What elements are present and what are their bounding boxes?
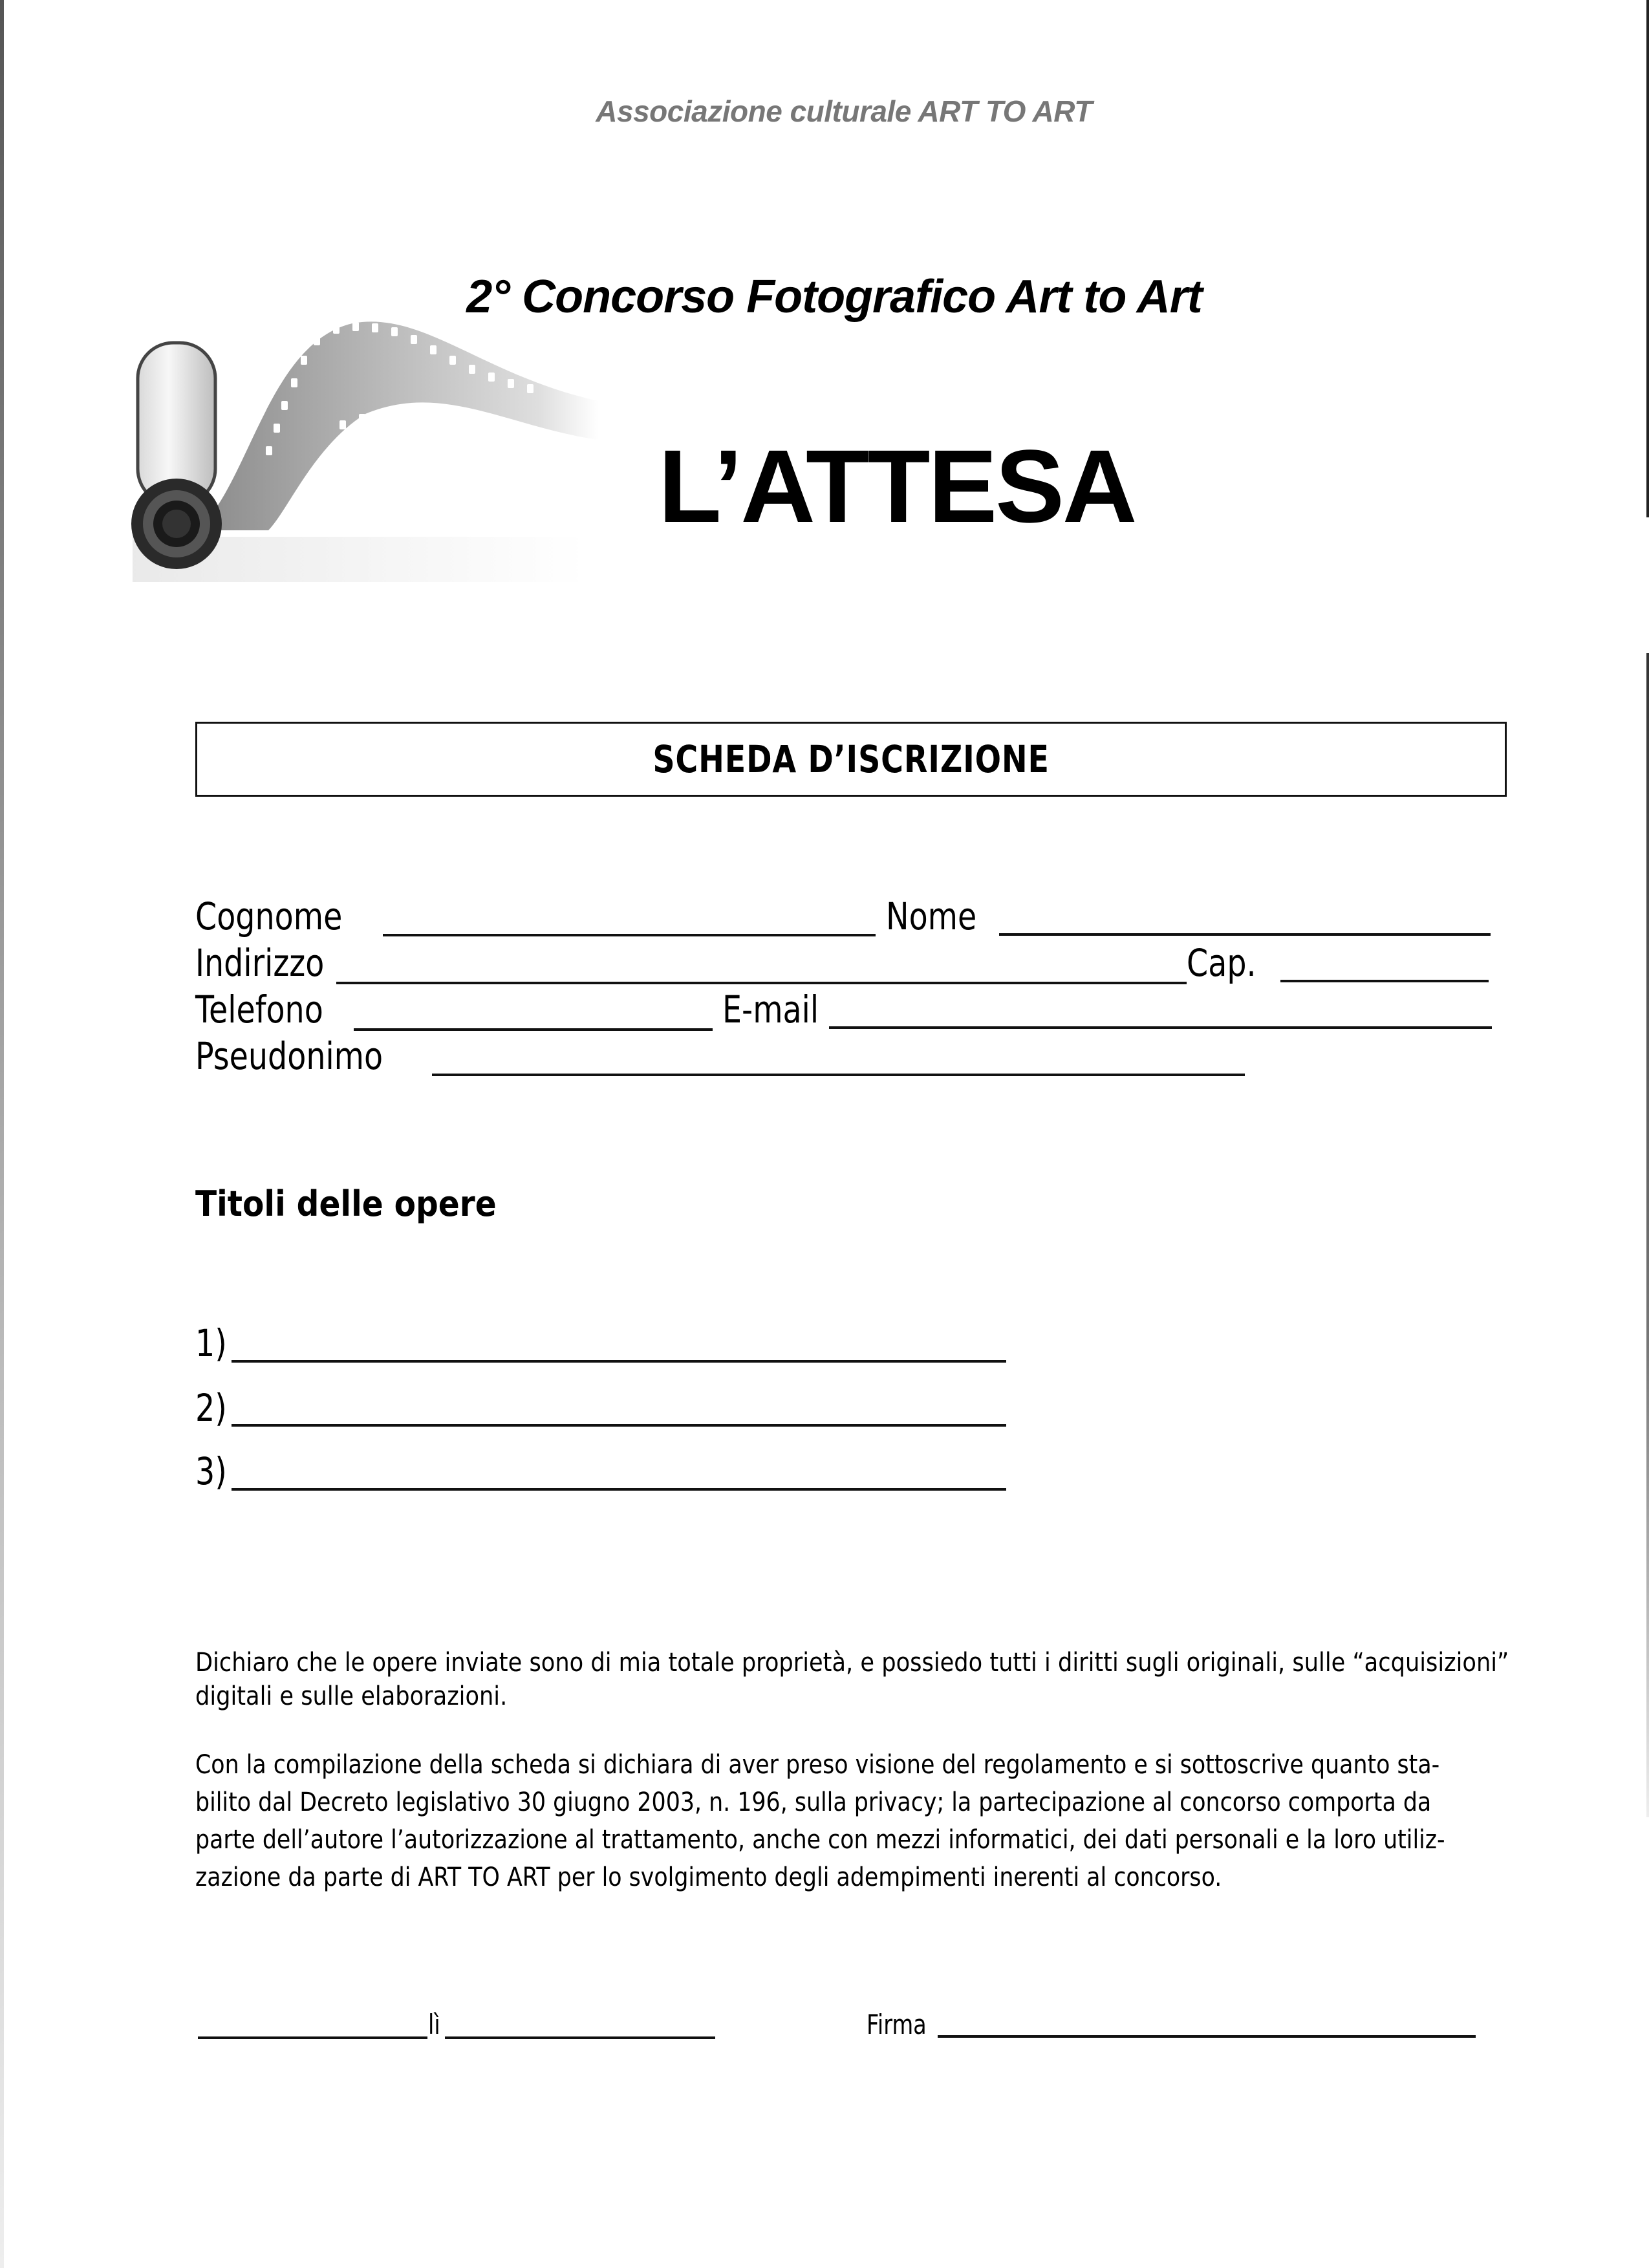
email-label: E-mail	[722, 988, 819, 1031]
work-number-2: 2)	[195, 1386, 227, 1430]
work-title-input-line-1[interactable]	[232, 1360, 1006, 1363]
nome-label: Nome	[886, 894, 977, 938]
signature-input-line[interactable]	[938, 2035, 1476, 2038]
indirizzo-input-line[interactable]	[336, 982, 1187, 984]
form-title-box	[195, 722, 1507, 797]
date-input-line[interactable]	[445, 2036, 715, 2039]
telefono-input-line[interactable]	[354, 1028, 713, 1031]
ownership-declaration	[195, 1646, 1509, 1713]
ownership-declaration-text: Dichiaro che le opere inviate sono di mia totale proprietà, e possiedo tutti i diritti sugli originali, sulle “acquisizioni” digitali e sulle elaborazioni.	[195, 1648, 1509, 1711]
li-label: lì	[428, 2009, 440, 2040]
work-number-3: 3)	[195, 1449, 227, 1493]
pseudonimo-input-line[interactable]	[432, 1074, 1245, 1076]
theme-title: L’ATTESA	[658, 428, 1136, 544]
nome-input-line[interactable]	[999, 933, 1491, 936]
pseudonimo-label: Pseudonimo	[195, 1034, 383, 1078]
work-title-input-line-2[interactable]	[232, 1424, 1006, 1427]
scan-edge-right-lower	[1646, 653, 1649, 1817]
cognome-input-line[interactable]	[383, 934, 876, 936]
contest-title: 2° Concorso Fotografico Art to Art	[466, 271, 1202, 323]
scan-edge-left	[0, 0, 4, 2268]
film-roll-icon	[120, 317, 611, 589]
privacy-line: Con la compilazione della scheda si dichiara di aver preso visione del regolamento e si sottoscrive quanto sta-	[195, 1750, 1440, 1780]
place-input-line[interactable]	[198, 2036, 427, 2039]
telefono-label: Telefono	[195, 988, 323, 1031]
firma-label: Firma	[867, 2009, 927, 2040]
email-input-line[interactable]	[829, 1026, 1492, 1029]
cognome-label: Cognome	[195, 894, 343, 938]
cap-label: Cap.	[1187, 941, 1256, 985]
scan-edge-right	[1646, 0, 1649, 517]
privacy-notice	[195, 1746, 1529, 1896]
cap-input-line[interactable]	[1280, 980, 1489, 982]
association-name: Associazione culturale ART TO ART	[596, 94, 1092, 128]
privacy-line: bilito dal Decreto legislativo 30 giugno 2003, n. 196, sulla privacy; la partecipazione al concorso comporta da	[195, 1787, 1432, 1817]
work-number-1: 1)	[195, 1321, 227, 1365]
work-title-input-line-3[interactable]	[232, 1488, 1006, 1491]
works-heading: Titoli delle opere	[195, 1183, 497, 1224]
form-title: SCHEDA D’ISCRIZIONE	[652, 737, 1050, 781]
indirizzo-label: Indirizzo	[195, 941, 325, 985]
privacy-line: parte dell’autore l’autorizzazione al trattamento, anche con mezzi informatici, dei dati personali e la loro utiliz-	[195, 1825, 1445, 1855]
privacy-line: zazione da parte di ART TO ART per lo svolgimento degli adempimenti inerenti al concorso.	[195, 1863, 1222, 1892]
